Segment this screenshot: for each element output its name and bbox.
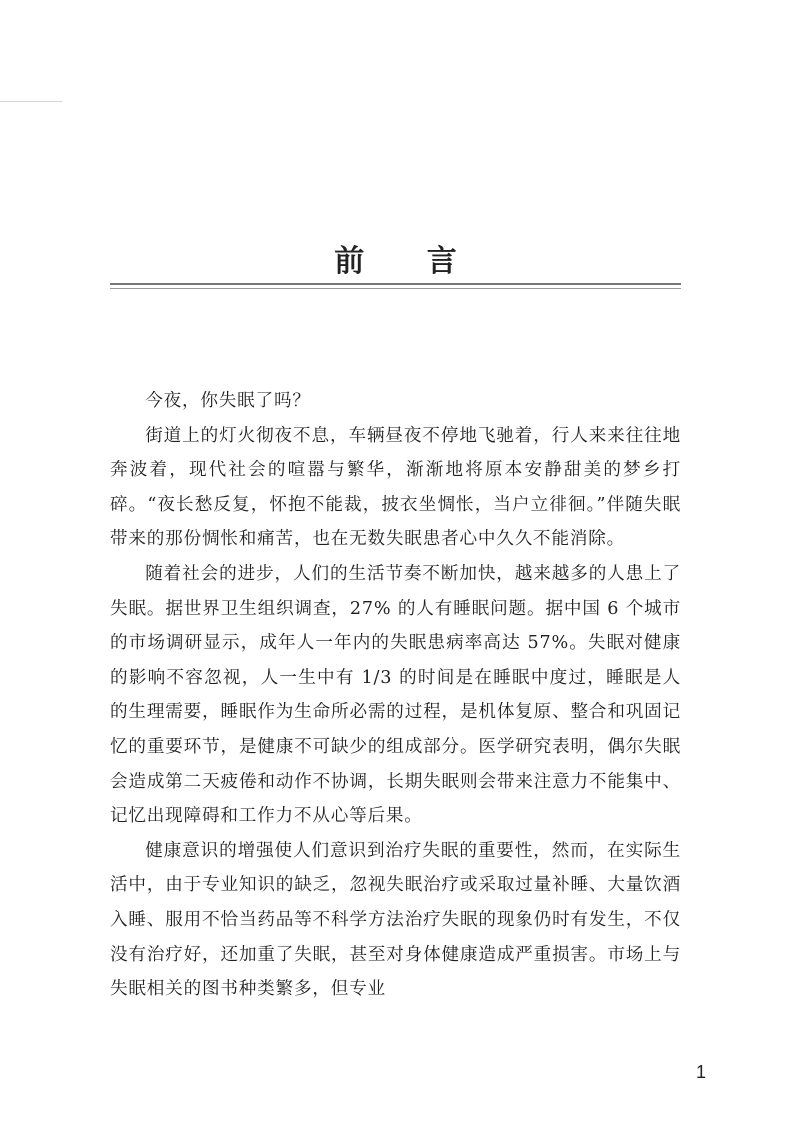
corner-rule — [0, 101, 62, 102]
title-underline — [110, 283, 681, 289]
paragraph-statistics: 随着社会的进步，人们的生活节奏不断加快，越来越多的人患上了失眠。据世界卫生组织调查，27% 的人有睡眠问题。据中国 6 个城市的市场调研显示，成年人一年内的失眠患病率高达 57%。失眠对健康的影响不容忽视，人一生中有 1/3 的时间是在睡眠中度过，睡眠是人的生理需要，睡眠作为生命所必需的过程，是机体复原、整合和巩固记忆的重要环节，是健康不可缺少的组成部分。医学研究表明，偶尔失眠会造成第二天疲倦和动作不协调，长期失眠则会带来注意力不能集中、记忆出现障碍和工作力不从心等后果。 — [110, 563, 681, 827]
body-text — [110, 384, 681, 1007]
paragraph-health-awareness: 健康意识的增强使人们意识到治疗失眠的重要性，然而，在实际生活中，由于专业知识的缺乏，忽视失眠治疗或采取过量补睡、大量饮酒入睡、服用不恰当药品等不科学方法治疗失眠的现象仍时有发生，不仅没有治疗好，还加重了失眠，甚至对身体健康造成严重损害。市场上与失眠相关的图书种类繁多，但专业 — [110, 840, 681, 1000]
page-number: 1 — [695, 1062, 706, 1082]
page-title: 前 言 — [334, 244, 483, 279]
paragraph-street-scene: 街道上的灯火彻夜不息，车辆昼夜不停地飞驰着，行人来来往往地奔波着，现代社会的喧嚣与繁华，渐渐地将原本安静甜美的梦乡打碎。“夜长愁反复，怀抱不能裁，披衣坐惆怅，当户立徘徊。”伴随失眠带来的那份惆怅和痛苦，也在无数失眠患者心中久久不能消除。 — [110, 425, 681, 550]
paragraph-question: 今夜，你失眠了吗？ — [145, 391, 311, 411]
